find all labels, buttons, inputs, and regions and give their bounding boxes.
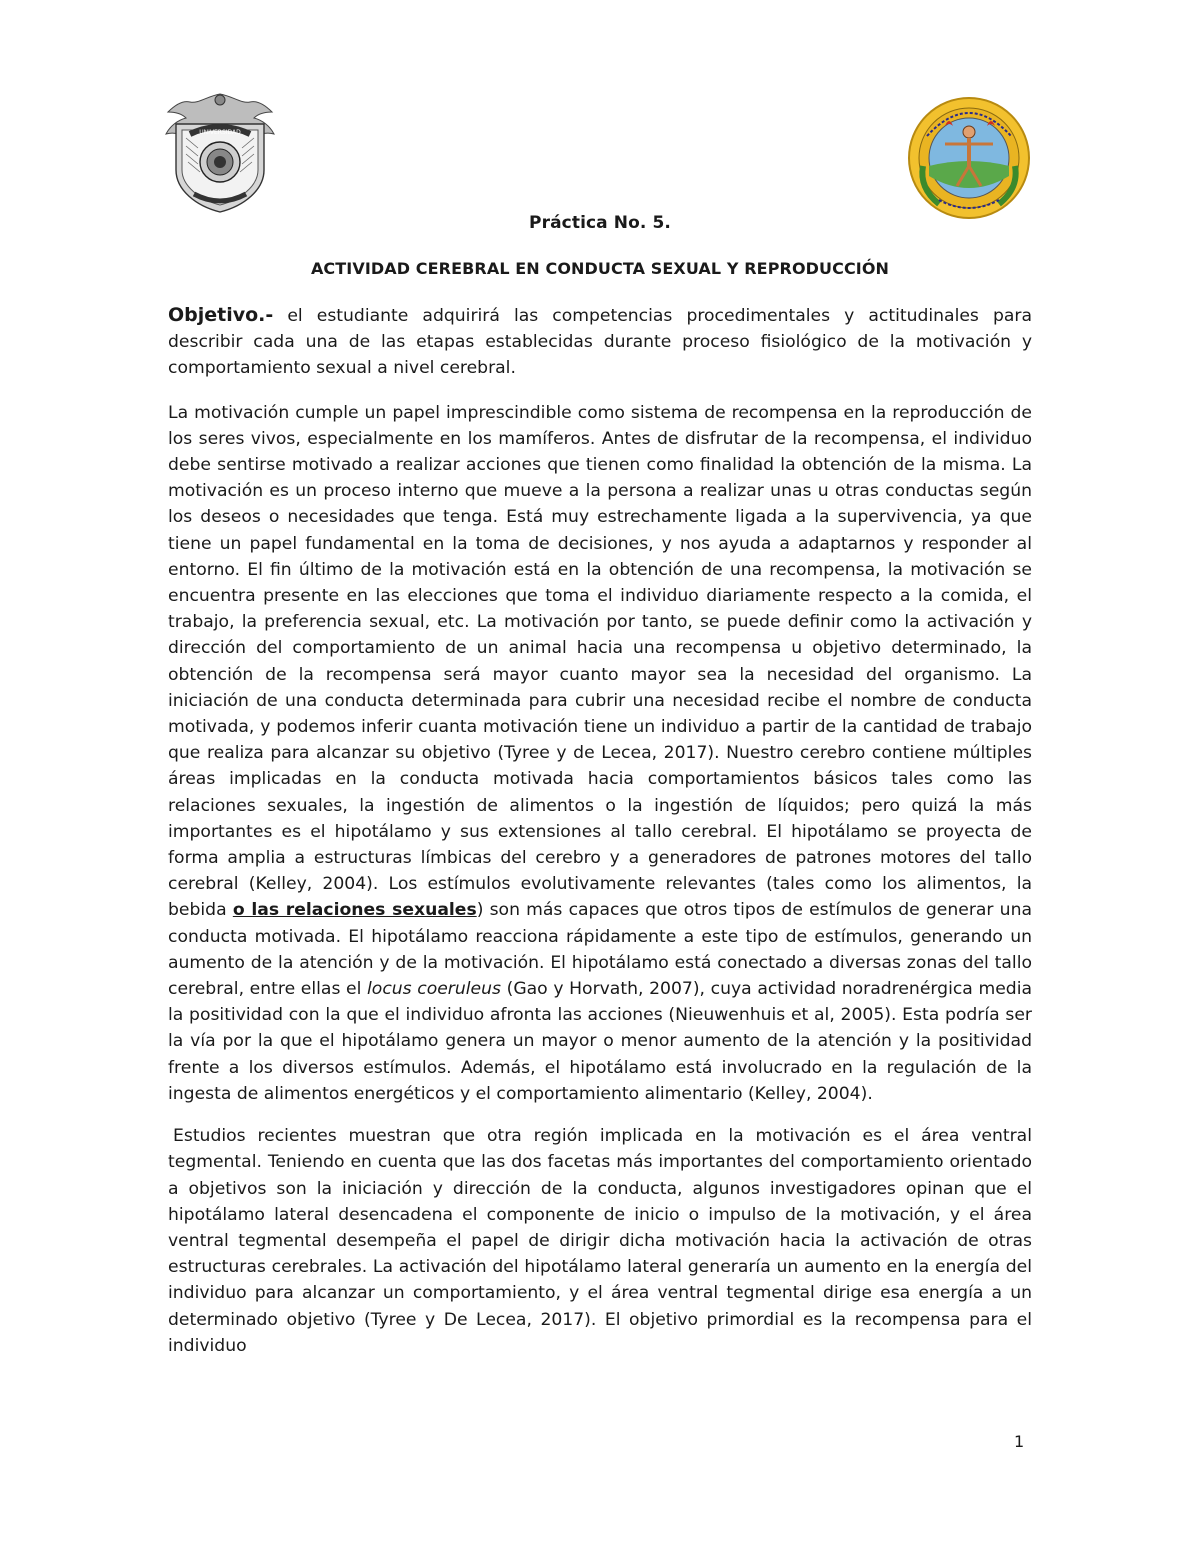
document-body: [168, 302, 1032, 1359]
italic-term: locus coeruleus: [367, 979, 501, 1000]
document-title: ACTIVIDAD CEREBRAL EN CONDUCTA SEXUAL Y REPRODUCCIÓN: [310, 259, 890, 278]
motivation-text-part-3: (Gao y Horvath, 2007), cuya actividad noradrenérgica media la positividad con la que el individuo afronta las acciones (Nieuwenhuis et al, 2005). Esta podría ser la vía por la que el hipotálamo genera un mayor o menor aumento de la atención y la positividad frente a los diversos estímulos. Además, el hipotálamo está involucrado en la regulación de la ingesta de alimentos energéticos y el comportamiento alimentario (Kelley, 2004).: [168, 979, 1033, 1104]
practice-number: Práctica No. 5.: [529, 213, 671, 233]
objective-label: Objetivo.-: [168, 304, 274, 326]
page-number: 1: [1014, 1432, 1025, 1451]
medicine-school-logo: [905, 96, 1033, 221]
motivation-text-part-1: La motivación cumple un papel imprescindible como sistema de recompensa en la reproducción de los seres vivos, especialmente en los mamíferos. Antes de disfrutar de la recompensa, el individuo debe sentirse motivado a realizar acciones que tienen como finalidad la obtención de la misma. La motivación es un proceso interno que mueve a la persona a realizar unas u otras conductas según los deseos o necesidades que tenga. Está muy estrechamente ligada a la supervivencia, ya que tiene un papel fundamental en la toma de decisiones, y nos ayuda a adaptarnos y responder al entorno. El fin último de la motivación está en la obtención de una recompensa, la motivación se encuentra presente en las elecciones que toma el individuo diariamente respecto a la comida, el trabajo, la preferencia sexual, etc. La motivación por tanto, se puede definir como la activación y dirección del comportamiento de un animal hacia una recompensa u objetivo determinado, la obtención de la recompensa será mayor cuanto mayor sea la necesidad del organismo. La iniciación de una conducta determinada para cubrir una necesidad recibe el nombre de conducta motivada, y podemos inferir cuanta motivación tiene un individuo a partir de la cantidad de trabajo que realiza para alcanzar su objetivo (Tyree y de Lecea, 2017). Nuestro cerebro contiene múltiples áreas implicadas en la conducta motivada hacia comportamientos básicos tales como las relaciones sexuales, la ingestión de alimentos o la ingestión de líquidos; pero quizá la más importantes es el hipotálamo y sus extensiones al tallo cerebral. El hipotálamo se proyecta de forma amplia a estructuras límbicas del cerebro y a generadores de patrones motores del tallo cerebral (Kelley, 2004). Los estímulos evolutivamente relevantes (tales como los alimentos, la bebida: [168, 402, 1032, 921]
underlined-phrase: o las relaciones sexuales: [232, 900, 477, 921]
objective-text: el estudiante adquirirá las competencias procedimentales y actitudinales para describir cada una de las etapas establecidas durante proceso fisiológico de la motivación y comportamiento sexual a nivel cerebral.: [168, 306, 1032, 379]
objective-paragraph: [168, 302, 1032, 382]
svg-text:UNIVERSIDAD: UNIVERSIDAD: [199, 129, 241, 136]
motivation-paragraph: [168, 400, 1032, 1107]
motivation-text-part-2: ) son más capaces que otros tipos de estímulos de generar una conducta motivada. El hipotálamo reacciona rápidamente a este tipo de estímulos, generando un aumento de la atención y de la motivación. El hipotálamo está conectado a diversas zonas del tallo cerebral, entre ellas el: [168, 900, 1033, 1000]
ventral-tegmental-paragraph: Estudios recientes muestran que otra región implicada en la motivación es el área ventral tegmental. Teniendo en cuenta que las dos facetas más importantes del comportamiento orientado a objetivos son la iniciación y dirección de la conducta, algunos investigadores opinan que el hipotálamo lateral desencadena el componente de inicio o impulso de la motivación, y el área ventral tegmental desempeña el papel de dirigir dicha motivación hacia la activación de otras estructuras cerebrales. La activación del hipotálamo lateral generaría un aumento en la energía del individuo para alcanzar un comportamiento, y el área ventral tegmental dirige esa energía a un determinado objetivo (Tyree y De Lecea, 2017). El objetivo primordial es la recompensa para el individuo: [168, 1126, 1032, 1356]
university-seal-logo: [160, 90, 280, 215]
